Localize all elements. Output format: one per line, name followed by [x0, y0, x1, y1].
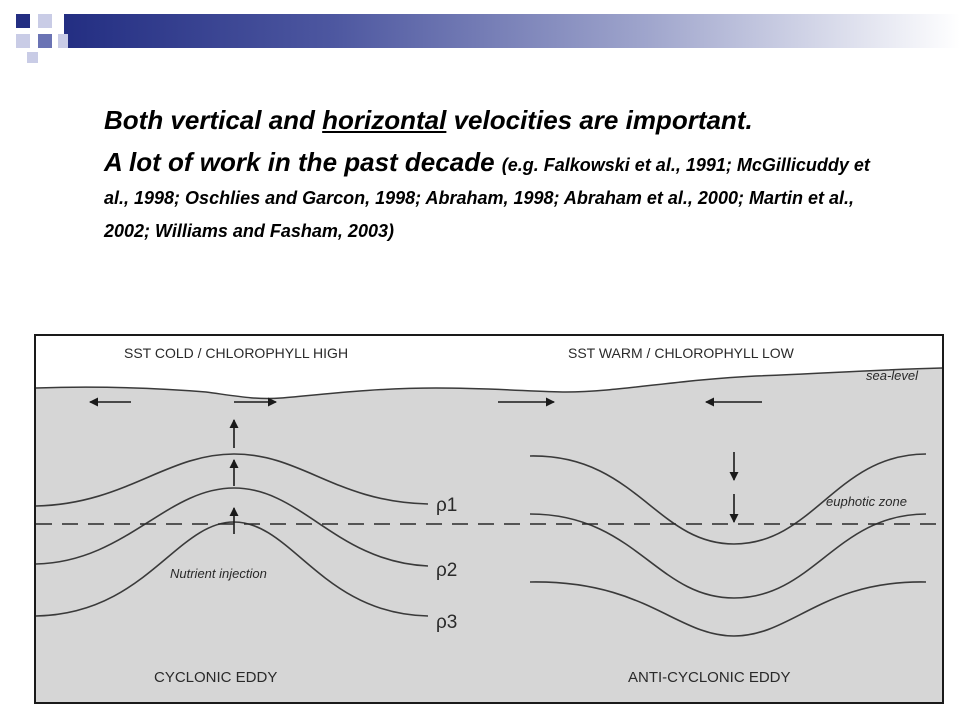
rho1-label: ρ1 [436, 495, 458, 516]
water-body [36, 368, 942, 702]
eddy-diagram [34, 334, 944, 704]
right-header: SST WARM / CHLOROPHYLL LOW [568, 345, 794, 361]
slide-text [104, 102, 894, 246]
decor-square-mid [38, 34, 52, 48]
decor-square-light [58, 34, 68, 48]
citation-list: (e.g. Falkowski et al., 1991; McGillicuddy et al., 1998; Oschlies and Garcon, 1998; Abraham, 1998; Abraham et al., 2000; Martin et al., 2002; Williams and Fasham, 2003) [104, 155, 870, 241]
nutrient-label: Nutrient injection [170, 566, 267, 581]
work-statement [104, 147, 894, 246]
decor-square-dark [16, 14, 30, 28]
decor-square-light [16, 34, 30, 48]
left-header: SST COLD / CHLOROPHYLL HIGH [124, 345, 349, 361]
euphotic-label: euphotic zone [826, 494, 907, 509]
decor-square-dark [27, 52, 38, 63]
velocity-statement [104, 102, 894, 139]
anticyclonic-caption: ANTI-CYCLONIC EDDY [628, 669, 791, 686]
work-statement-main: A lot of work in the past decade [104, 147, 502, 177]
decor-square-light [38, 14, 52, 28]
rho3-label: ρ3 [436, 612, 458, 633]
statement-start: Both vertical and [104, 105, 323, 135]
sea-level-label: sea-level [866, 368, 919, 383]
rho2-label: ρ2 [436, 560, 458, 581]
header-band [64, 14, 960, 48]
eddy-diagram-svg [36, 336, 942, 702]
underlined-word: horizontal [322, 105, 447, 135]
cyclonic-caption: CYCLONIC EDDY [154, 669, 278, 686]
statement-end: velocities are important. [446, 105, 753, 135]
